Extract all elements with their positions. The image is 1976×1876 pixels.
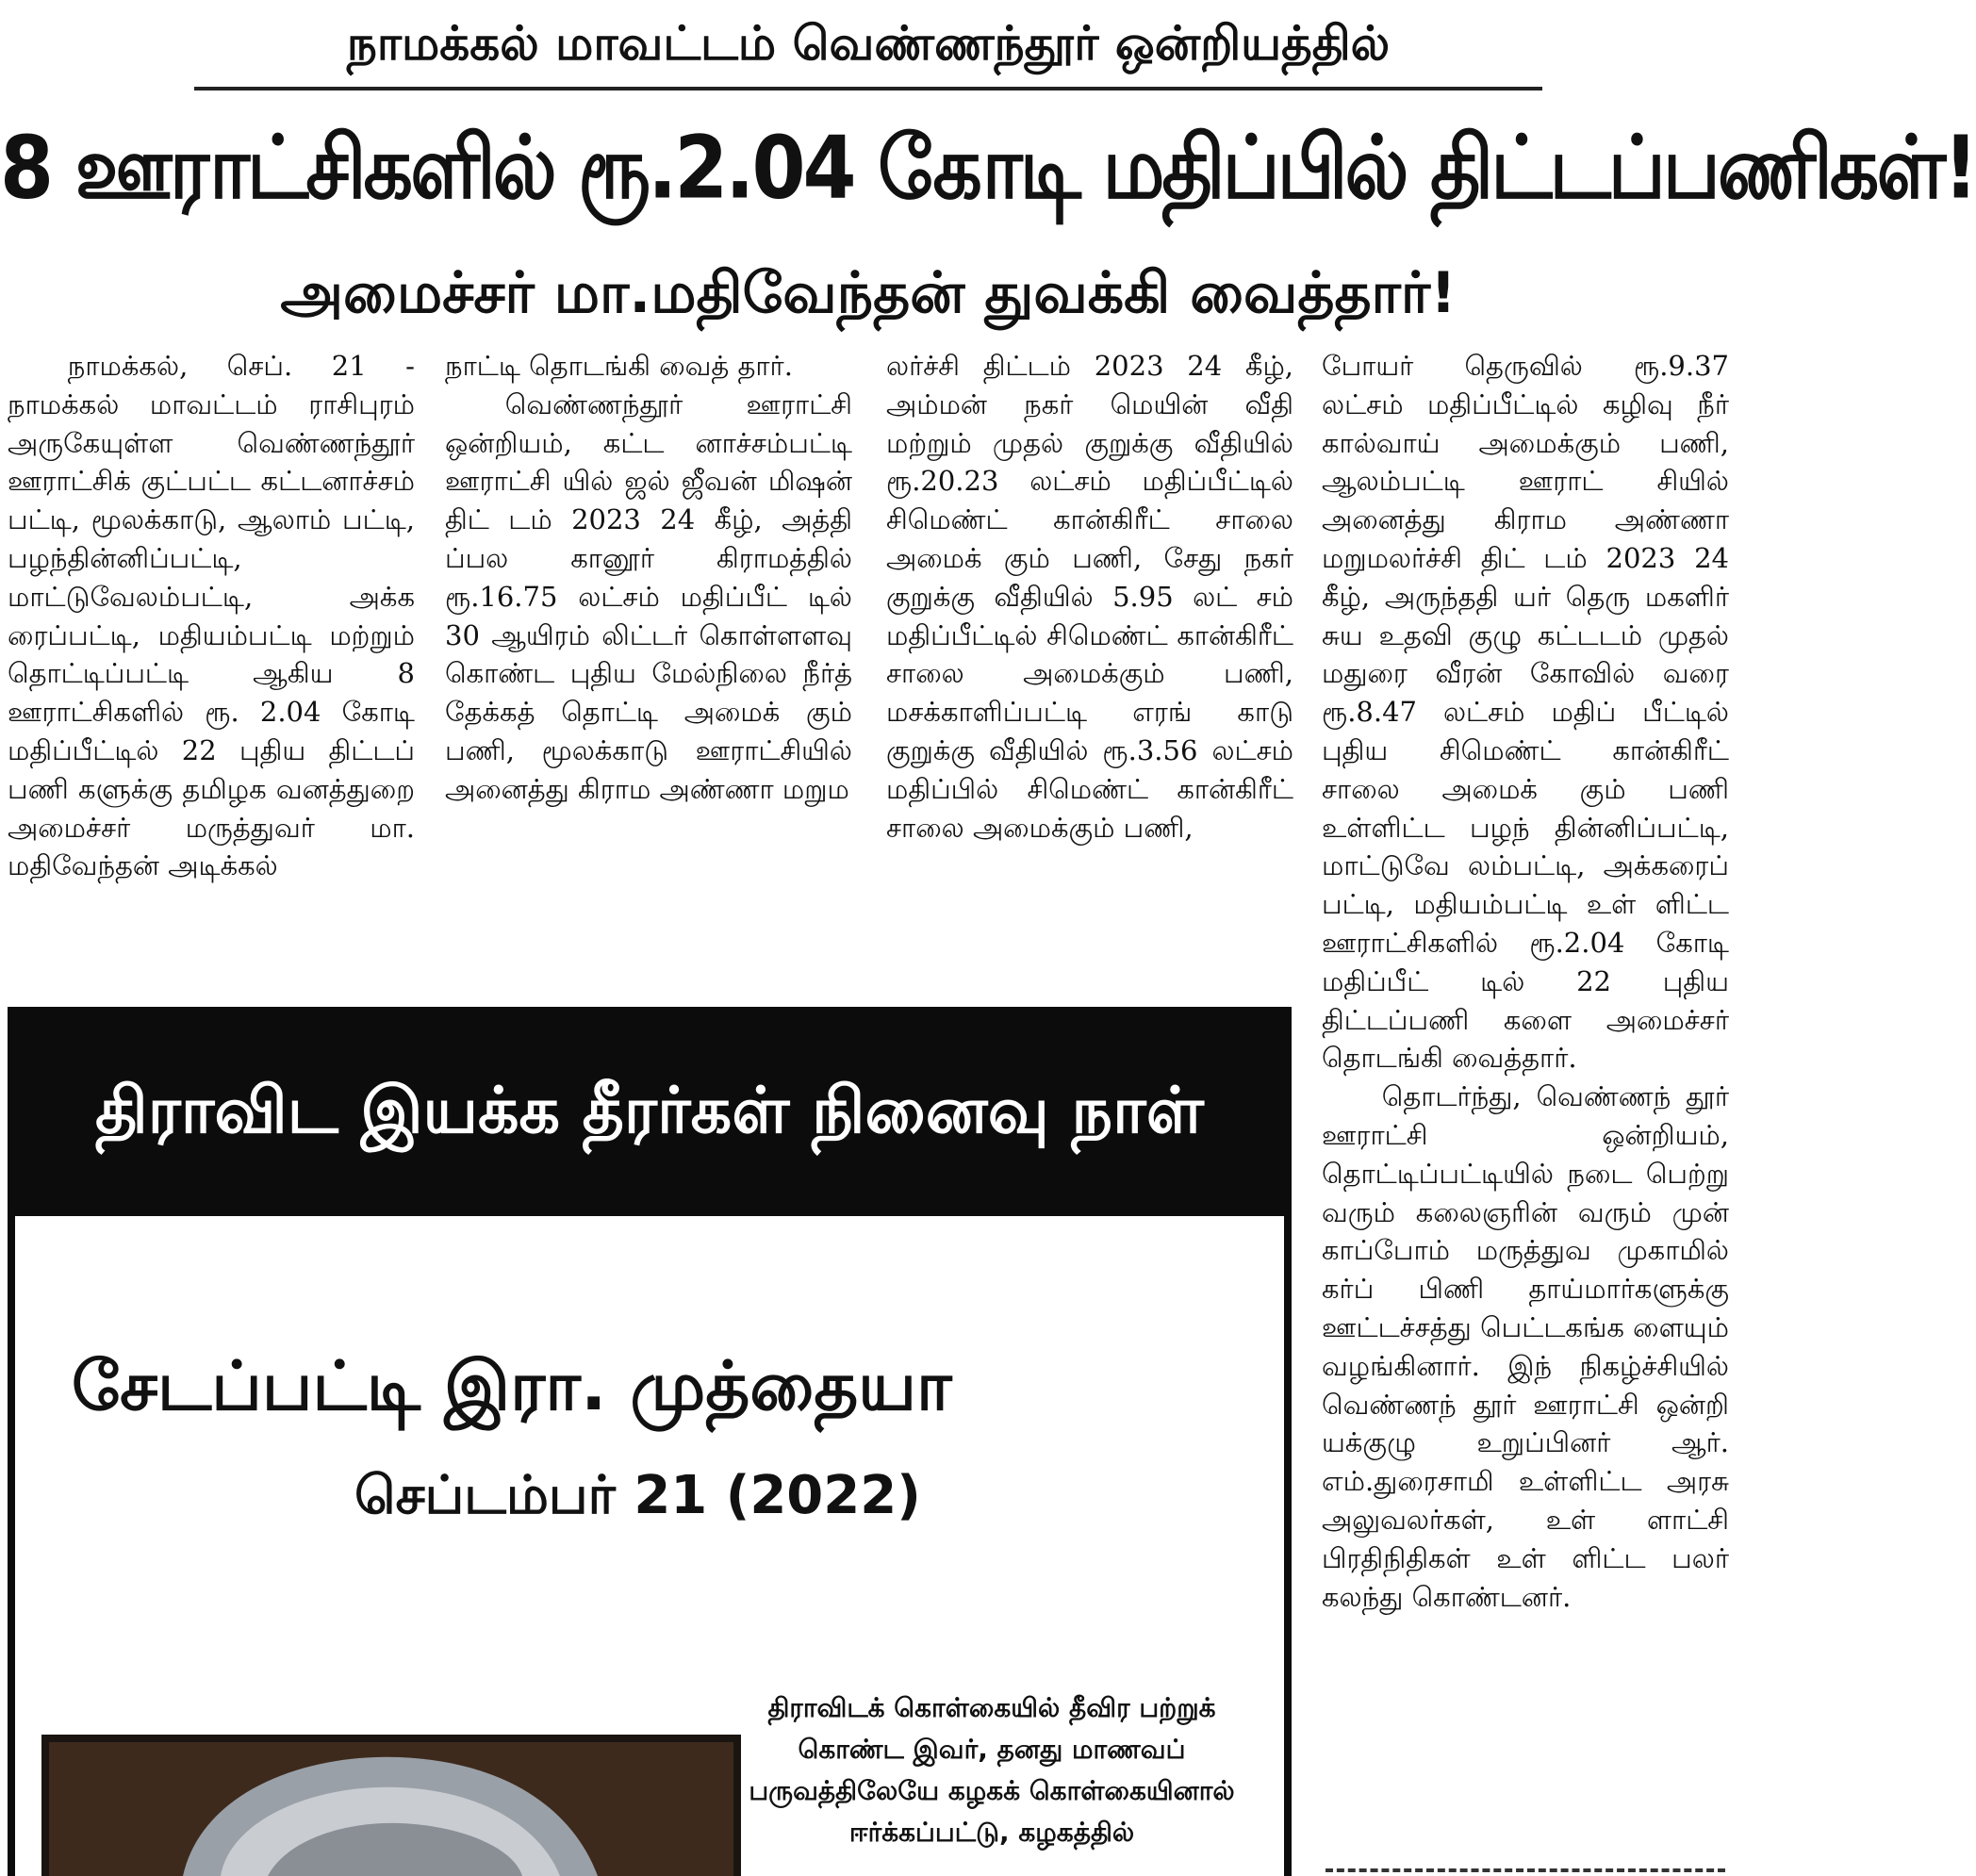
memorial-banner: திராவிட இயக்க தீரர்கள் நினைவு நாள் (95, 1074, 1204, 1148)
column-divider (1326, 1868, 1725, 1872)
article-paragraph: நாட்டி தொடங்கி வைத் தார். (445, 350, 793, 382)
article-column-1 (8, 347, 415, 885)
article-paragraph: தொடர்ந்து, வெண்ணந் தூர் ஊராட்சி ஒன்றியம், தொட்டிப்பட்டியில் நடை பெற்று வரும் கலைஞரின் வரும் முன் காப்போம் மருத்துவ முகாமில் கர்ப் பிணி தாய்மார்களுக்கு ஊட்டச்சத்து பெட்டகங்க ளையும் வழங்கினார். இந் நிகழ்ச்சியில் வெண்ணந் தூர் ஊராட்சி ஒன்றி யக்குழு உறுப்பினர் ஆர். எம்.துரைசாமி உள்ளிட்ட அரசு அலுவலர்கள், உள் ளாட்சி பிரதிநிதிகள் உள் ளிட்ட பலர் கலந்து கொண்டனர். (1322, 1080, 1729, 1613)
memorial-name: சேடப்பட்டி இரா. முத்தையா (72, 1346, 952, 1425)
article-column-4 (1322, 347, 1729, 1855)
article-paragraph: போயர் தெருவில் ரூ.9.37 லட்சம் மதிப்பீட்டில் கழிவு நீர் கால்வாய் அமைக்கும் பணி, ஆலம்பட்டி ஊராட் சியில் அனைத்து கிராம அண்ணா மறுமலர்ச்சி திட் டம் 2023 24 கீழ், அருந்ததி யர் தெரு மகளிர் சுய உதவி குழு கட்டடம் முதல் மதுரை வீரன் கோவில் வரை ரூ.8.47 லட்சம் மதிப் பீட்டில் புதிய சிமெண்ட் கான்கிரீட் சாலை அமைக் கும் பணி உள்ளிட்ட பழந் தின்னிப்பட்டி, மாட்டுவே லம்பட்டி, அக்கரைப் பட்டி, மதியம்பட்டி உள் ளிட்ட ஊராட்சிகளில் ரூ.2.04 கோடி மதிப்பீட் டில் 22 புதிய திட்டப்பணி களை அமைச்சர் தொடங்கி வைத்தார். (1322, 350, 1729, 1075)
main-headline: 8 ஊராட்சிகளில் ரூ.2.04 கோடி மதிப்பில் திட்டப்பணிகள்! (0, 118, 1976, 219)
article-paragraph: லர்ச்சி திட்டம் 2023 24 கீழ், அம்மன் நகர் மெயின் வீதி மற்றும் முதல் குறுக்கு வீதியில் ரூ.20.23 லட்சம் மதிப்பீட்டில் சிமெண்ட் கான்கிரீட் சாலை அமைக் கும் பணி, சேது நகர் குறுக்கு வீதியில் 5.95 லட் சம் மதிப்பீட்டில் சிமெண்ட் கான்கிரீட் சாலை அமைக்கும் பணி, மசக்காளிப்பட்டி எரங் காடு குறுக்கு வீதியில் ரூ.3.56 லட்சம் மதிப்பில் சிமெண்ட் கான்கிரீட் சாலை அமைக்கும் பணி, (886, 350, 1293, 844)
memorial-panel (15, 1216, 1284, 1876)
kicker-headline: நாமக்கல் மாவட்டம் வெண்ணந்தூர் ஒன்றியத்தில் (346, 16, 1391, 71)
article-column-2 (445, 347, 852, 809)
sub-headline: அமைச்சர் மா.மதிவேந்தன் துவக்கி வைத்தார்! (280, 260, 1457, 326)
article-paragraph: வெண்ணந்தூர் ஊராட்சி ஒன்றியம், கட்ட னாச்சம்பட்டி ஊராட்சி யில் ஜல் ஜீவன் மிஷன் திட் டம் 2023 24 கீழ், அத்தி ப்பல கானூர் கிராமத்தில் ரூ.16.75 லட்சம் மதிப்பீட் டில் 30 ஆயிரம் லிட்டர் கொள்ளளவு கொண்ட புதிய மேல்நிலை நீர்த் தேக்கத் தொட்டி அமைக் கும் பணி, மூலக்காடு ஊராட்சியில் அனைத்து கிராம அண்ணா மறும (445, 387, 852, 805)
portrait-photo (41, 1735, 741, 1876)
article-column-3 (886, 347, 1293, 847)
memorial-date: செப்டம்பர் 21 (2022) (354, 1465, 921, 1526)
memorial-text: திராவிடக் கொள்கையில் தீவிர பற்றுக் கொண்ட இவர், தனது மாணவப் பருவத்திலேயே கழகக் கொள்கையினால் ஈர்க்கப்பட்டு, கழகத்தில் (749, 1692, 1235, 1848)
memorial-box (8, 1007, 1292, 1876)
kicker-underline (194, 87, 1542, 91)
article-paragraph: நாமக்கல், செப். 21 - நாமக்கல் மாவட்டம் ராசிபுரம் அருகேயுள்ள வெண்ணந்தூர் ஊராட்சிக் குட்பட்ட கட்டனாச்சம் பட்டி, மூலக்காடு, ஆலாம் பட்டி, பழந்தின்னிப்பட்டி, மாட்டுவேலம்பட்டி, அக்க ரைப்பட்டி, மதியம்பட்டி மற்றும் தொட்டிப்பட்டி ஆகிய 8 ஊராட்சிகளில் ரூ. 2.04 கோடி மதிப்பீட்டில் 22 புதிய திட்டப் பணி களுக்கு தமிழக வனத்துறை அமைச்சர் மருத்துவர் மா. மதிவேந்தன் அடிக்கல் (8, 350, 415, 882)
